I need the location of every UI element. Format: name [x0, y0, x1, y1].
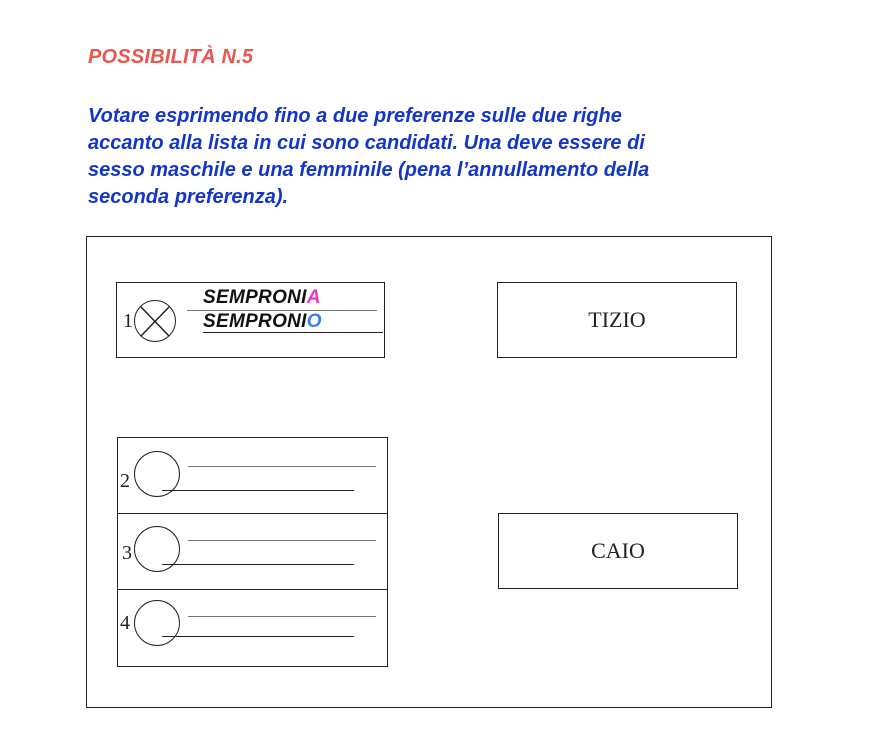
preference-line-2[interactable] [162, 564, 354, 565]
instructions-text [88, 103, 788, 211]
preference-2-suffix: O [306, 311, 322, 332]
list-symbol-circle[interactable] [134, 600, 180, 646]
preference-1-suffix: A [306, 287, 321, 308]
preference-1-name: SEMPRONI [203, 287, 307, 308]
list-number: 3 [122, 542, 132, 564]
list-number: 2 [120, 470, 130, 492]
preference-line-1[interactable] [188, 466, 376, 467]
list-box-1[interactable] [116, 282, 385, 358]
list-symbol-circle[interactable] [134, 526, 180, 572]
ballot-paper [86, 236, 772, 708]
list-number: 4 [120, 612, 130, 634]
preference-line-1[interactable] [188, 616, 376, 617]
preference-line-2[interactable] [162, 490, 354, 491]
list-number: 1 [123, 310, 133, 332]
instructions-line: accanto alla lista in cui sono candidati. Una deve essere di [88, 132, 645, 154]
preference-1 [203, 288, 321, 308]
list-box-4[interactable] [117, 589, 388, 667]
list-box-3[interactable] [117, 513, 388, 591]
page-heading: POSSIBILITÀ N.5 [88, 46, 254, 68]
cross-mark-icon [133, 299, 177, 343]
preference-2-name: SEMPRONI [203, 311, 307, 332]
preference-line-2[interactable] [162, 636, 354, 637]
preference-line-2[interactable] [203, 332, 383, 333]
preference-2 [203, 312, 322, 332]
instructions-line: sesso maschile e una femminile (pena l’annullamento della [88, 159, 650, 181]
instructions-line: seconda preferenza). [88, 186, 289, 208]
preference-line-1[interactable] [188, 540, 376, 541]
candidate-box-caio[interactable] [498, 513, 738, 589]
list-box-2[interactable] [117, 437, 388, 515]
candidate-name: TIZIO [588, 307, 646, 332]
candidate-name: CAIO [591, 538, 645, 563]
candidate-box-tizio[interactable] [497, 282, 737, 358]
instructions-line: Votare esprimendo fino a due preferenze sulle due righe [88, 105, 622, 127]
